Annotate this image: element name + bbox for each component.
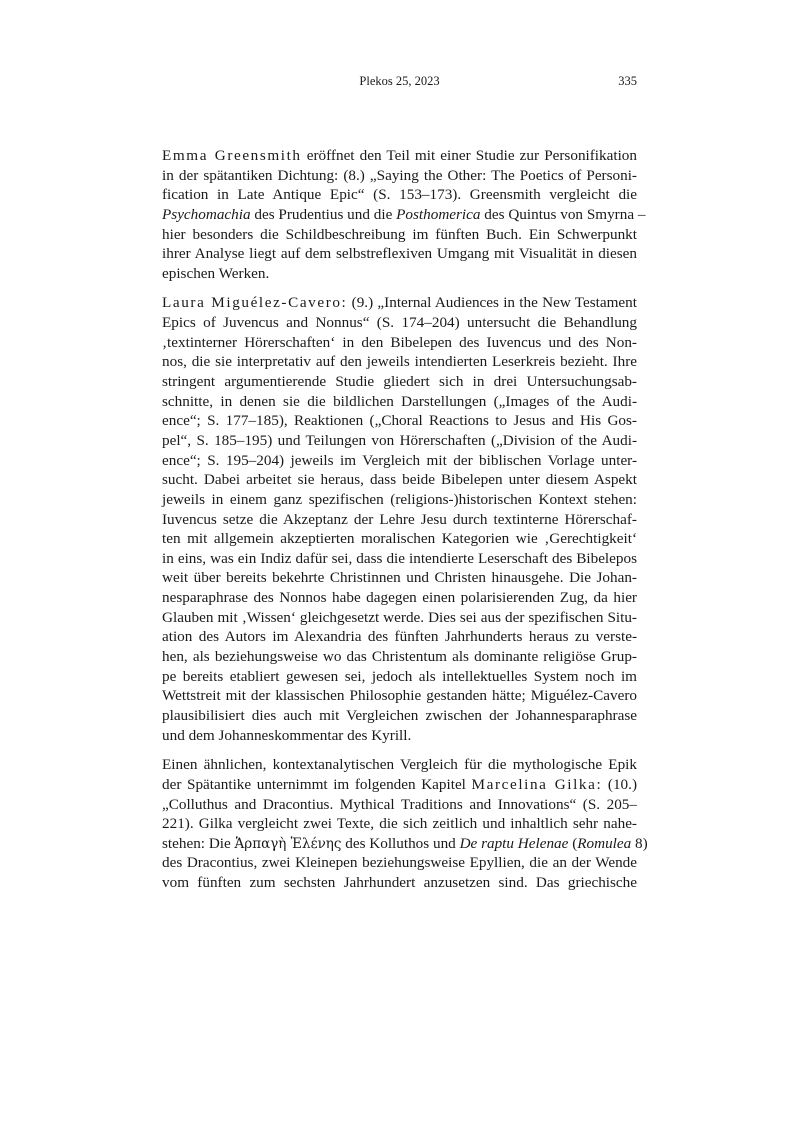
text-line [162,726,637,746]
text-run: 221). Gilka vergleicht zwei Texte, die sich zeitlich und inhaltlich sehr nahe- [162,815,637,833]
author-name: Marcelina Gilka: [471,775,603,793]
text-line [162,166,637,186]
text-run: (9.) „Internal Audiences in the New Testament [347,294,637,312]
text-run: stehen: Die [162,834,235,852]
text-run: ation des Autors im Alexandria des fünften Jahrhunderts heraus zu verste- [162,628,637,646]
review-body-text [162,146,648,903]
text-run: ( [568,834,578,852]
text-run: vom fünften zum sechsten Jahrhundert anzusetzen sind. Das griechische [162,874,637,892]
text-run: 8) [631,834,648,852]
text-line [162,352,637,372]
text-run: Glauben mit ‚Wissen‘ gleichgesetzt werde. Dies sei aus der spezifischen Situ- [162,608,637,626]
text-run: pel“, S. 185–195) und Teilungen von Hörerschaften („Division of the Audi- [162,431,637,449]
text-line [162,834,648,854]
text-line [162,667,637,687]
text-run: in eins, was ein Indiz dafür sei, dass die intendierte Leserschaft des Bibelepos [162,549,637,567]
text-run: schnitte, in denen sie die bildlichen Darstellungen („Images of the Audi- [162,392,637,410]
text-run: des Prudentius und die [250,205,397,223]
italic-title: Romulea [577,834,632,852]
text-line [162,333,637,353]
text-line [162,293,637,313]
text-run: jeweils in einem ganz spezifischen (religions-)historischen Kontext stehen: [162,490,637,508]
text-line [162,627,637,647]
text-line [162,146,637,166]
text-run: des Quintus von Smyrna – [480,205,646,223]
text-run: Iuvencus setze die Akzeptanz der Lehre Jesu durch textinterne Hörerschaf- [162,510,637,528]
text-run: fication in Late Antique Epic“ (S. 153–173). Greensmith vergleicht die [162,186,637,204]
text-run: ence“; S. 177–185), Reaktionen („Choral Reactions to Jesus and His Gos- [162,412,637,430]
text-line [162,588,637,608]
journal-title: Plekos 25, 2023 [359,74,440,88]
text-run: „Colluthus and Dracontius. Mythical Traditions and Innovations“ (S. 205– [162,795,637,813]
text-run: ten mit allgemein akzeptierten moralischen Kategorien wie ‚Gerechtigkeit‘ [162,530,637,548]
text-run: hier besonders die Schildbeschreibung im fünften Buch. Ein Schwerpunkt [162,225,637,243]
text-line [162,313,637,333]
text-line [162,431,637,451]
text-line [162,411,637,431]
text-run: nos, die sie interpretativ auf den jeweils intendierten Leserkreis bezieht. Ihre [162,353,637,371]
text-line [162,647,637,667]
text-run: pe bereits etabliert gewesen sei, jedoch als intellektuelles System noch im [162,667,637,685]
text-line [162,372,637,392]
text-run: Wettstreit mit der klassischen Philosophie gestanden hätte; Miguélez-Cavero [162,687,637,705]
text-line [162,686,637,706]
text-line [162,549,637,569]
text-run: eröffnet den Teil mit einer Studie zur Personifikation [301,147,637,164]
text-line [162,706,637,726]
author-name: Emma Greensmith [162,147,302,164]
text-line [162,795,637,815]
text-line [162,568,637,588]
text-run: des Dracontius, zwei Kleinepen beziehungsweise Epyllien, die an der Wende [162,854,637,872]
italic-title: Psychomachia [162,205,251,223]
text-line [162,244,637,264]
text-line [162,490,637,510]
text-run: nesparaphrase des Nonnos habe dagegen einen polarisierenden Zug, da hier [162,589,637,607]
text-run: der Spätantike unternimmt im folgenden Kapitel [162,775,472,793]
text-run: in der spätantiken Dichtung: (8.) „Saying the Other: The Poetics of Personi- [162,166,637,184]
text-run: hen, als beziehungsweise wo das Christentum als dominante religiöse Grup- [162,648,637,666]
text-run: plausibilisiert dies auch mit Vergleichen zwischen der Johannesparaphrase [162,706,637,724]
italic-title: De raptu Helenae [459,834,569,852]
text-line [162,510,637,530]
author-name: Laura Miguélez-Cavero: [162,294,348,312]
text-line [162,264,637,284]
text-line [162,392,637,412]
text-run: ‚textinterner Hörerschaften‘ in den Bibelepen des Iuvencus und des Non- [162,333,637,351]
text-line [162,225,637,245]
italic-title: Posthomerica [396,205,481,223]
text-line [162,529,637,549]
greek-title: Ἁρπαγὴ Ἑλένης [234,835,342,852]
text-line [162,185,637,205]
text-run: ence“; S. 195–204) jeweils im Vergleich mit der biblischen Vorlage unter- [162,451,637,469]
paragraph [162,293,637,745]
text-line [162,873,637,893]
paragraph [162,146,646,283]
running-head [0,74,799,94]
text-line [162,451,637,471]
text-run: und dem Johanneskommentar des Kyrill. [162,726,412,744]
text-line [162,775,637,795]
text-run: (10.) [602,775,637,793]
text-run: sucht. Dabei arbeitet sie heraus, dass beide Bibelepen unter diesem Aspekt [162,471,637,489]
text-run: Einen ähnlichen, kontextanalytischen Vergleich für die mythologische Epik [162,756,637,774]
text-line [162,853,637,873]
text-line [162,755,637,775]
text-line [162,205,646,225]
text-line [162,814,637,834]
text-run: des Kolluthos und [341,834,460,852]
paragraph [162,755,648,892]
page-number: 335 [618,74,637,88]
text-run: stringent argumentierende Studie gliedert sich in drei Untersuchungsab- [162,373,637,391]
text-run: epischen Werken. [162,264,270,282]
text-run: weit über bereits bekehrte Christinnen und Christen hinausgehe. Die Johan- [162,569,637,587]
text-run: ihrer Analyse liegt auf dem selbstreflexiven Umgang mit Visualität in diesen [162,245,637,263]
text-line [162,608,637,628]
text-line [162,470,637,490]
text-run: Epics of Juvencus and Nonnus“ (S. 174–204) untersucht die Behandlung [162,314,637,332]
